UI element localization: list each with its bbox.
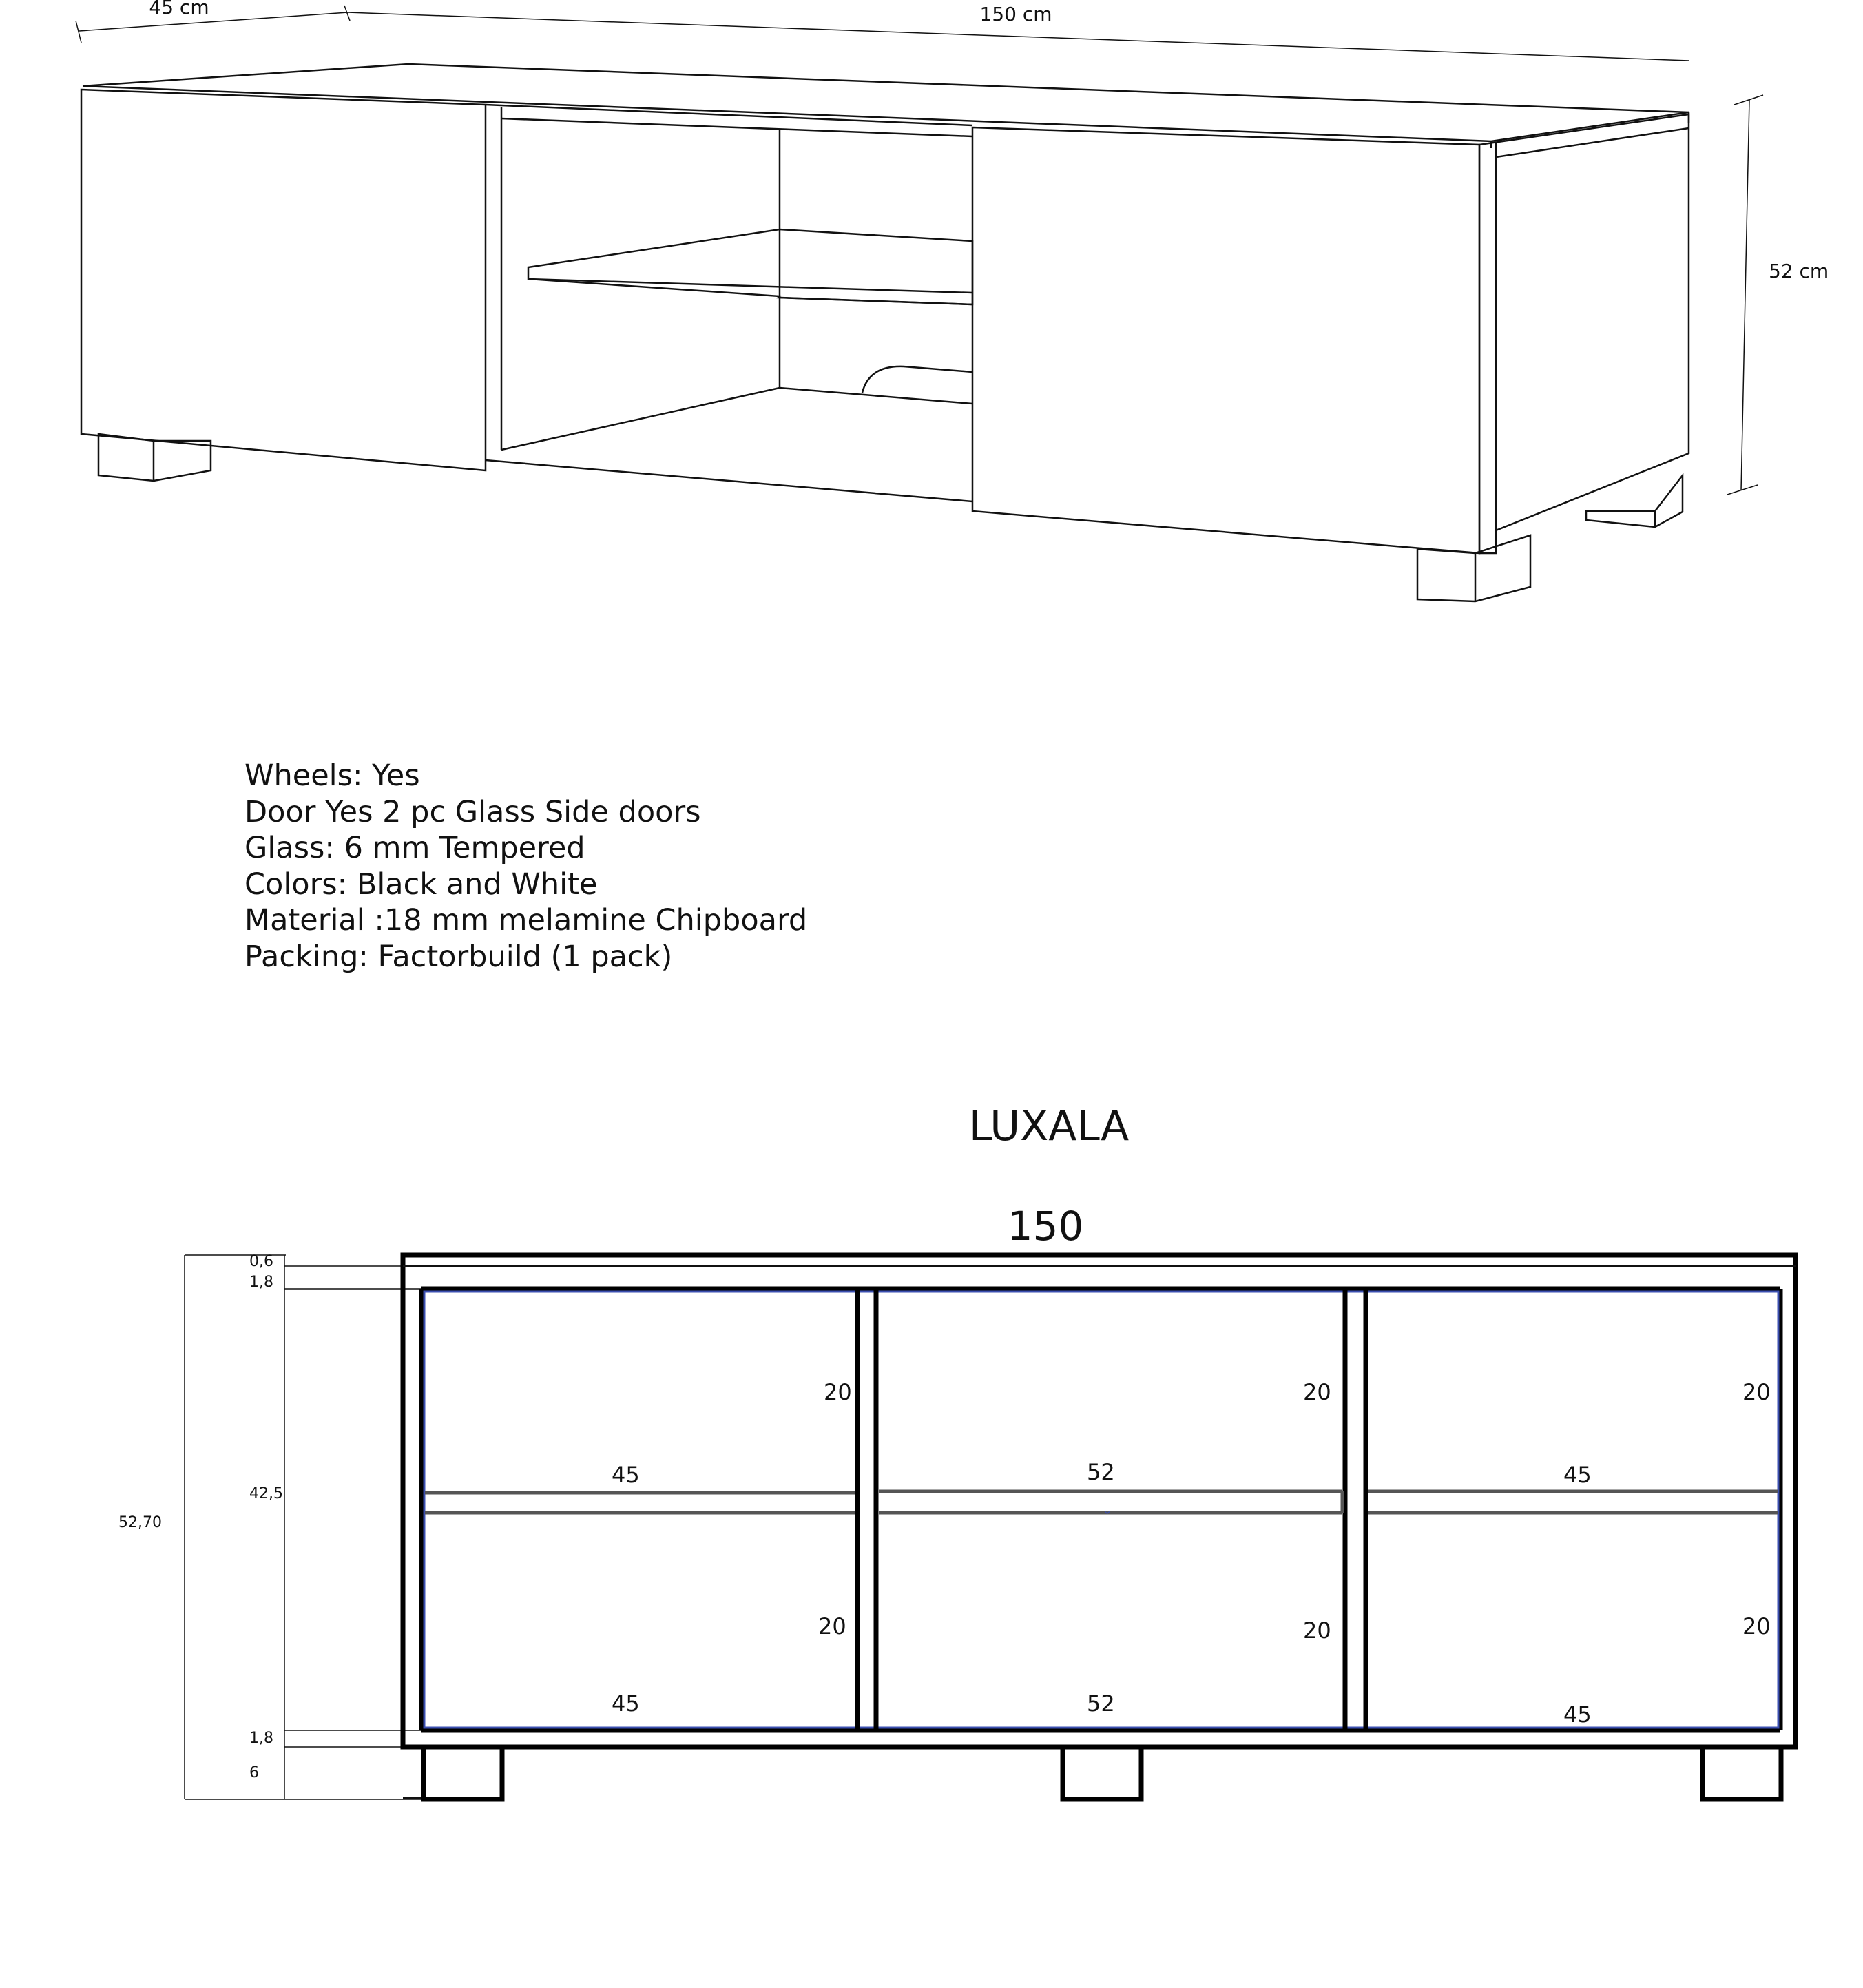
product-title: LUXALA <box>968 1102 1130 1150</box>
right-door <box>972 127 1479 553</box>
front-legs <box>424 1747 1781 1799</box>
top-right-width: 45 <box>1563 1462 1592 1488</box>
dim-body: 42,5 <box>249 1485 283 1502</box>
depth-dimension-label: 45 cm <box>149 0 209 19</box>
perspective-view <box>76 0 1829 601</box>
cabinet-top <box>83 64 1689 148</box>
specifications-list <box>244 758 807 975</box>
bottom-center-height: 20 <box>1303 1617 1331 1644</box>
front-width-label: 150 <box>1007 1203 1084 1250</box>
top-left-width: 45 <box>612 1462 640 1488</box>
height-dimension-label: 52 cm <box>1769 260 1829 282</box>
bottom-left-width: 45 <box>612 1690 640 1717</box>
spec-doors: Door Yes 2 pc Glass Side doors <box>244 794 701 829</box>
right-side-panel <box>1479 114 1689 553</box>
left-dimension-lines <box>185 1255 421 1799</box>
dim-bottom-board: 1,8 <box>249 1730 273 1747</box>
bottom-right-height: 20 <box>1742 1613 1771 1639</box>
left-door <box>81 90 486 470</box>
shelf-center-marker: ⌄ <box>1103 1504 1112 1517</box>
top-center-width: 52 <box>1087 1459 1115 1485</box>
spec-glass: Glass: 6 mm Tempered <box>244 831 585 865</box>
spec-packing: Packing: Factorbuild (1 pack) <box>244 939 673 974</box>
cabinet-frame <box>403 1255 1796 1747</box>
dim-legs: 6 <box>249 1764 259 1781</box>
bottom-left-height: 20 <box>818 1613 846 1639</box>
perspective-legs <box>98 434 1683 601</box>
spec-material: Material :18 mm melamine Chipboard <box>244 903 808 938</box>
dim-top-board: 1,8 <box>249 1274 273 1291</box>
bottom-center-width: 52 <box>1087 1690 1115 1717</box>
dim-top-panel: 0,6 <box>249 1253 273 1270</box>
center-open-compartment <box>486 105 972 501</box>
top-right-height: 20 <box>1742 1379 1771 1405</box>
bottom-right-width: 45 <box>1563 1701 1592 1728</box>
width-dimension-label: 150 cm <box>979 3 1052 25</box>
top-left-height: 20 <box>824 1379 852 1405</box>
dim-total: 52,70 <box>118 1514 162 1531</box>
spec-wheels: Wheels: Yes <box>244 758 420 793</box>
shelves <box>425 1491 1778 1513</box>
spec-colors: Colors: Black and White <box>244 867 598 902</box>
front-view <box>118 1102 1796 1799</box>
top-center-height: 20 <box>1303 1379 1331 1405</box>
perspective-dimension-lines <box>76 6 1763 495</box>
